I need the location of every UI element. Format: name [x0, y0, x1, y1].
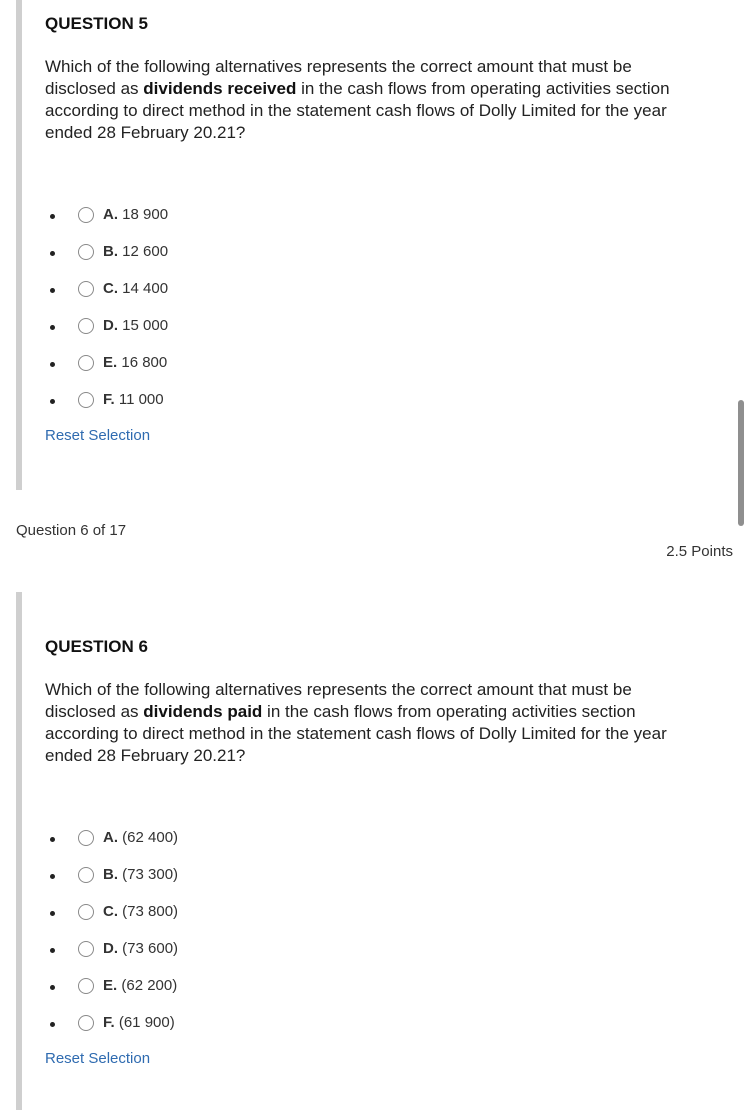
scrollbar-thumb[interactable] — [738, 400, 744, 526]
option-b[interactable] — [16, 865, 316, 887]
radio-button[interactable] — [78, 281, 94, 297]
option-a[interactable] — [16, 828, 316, 850]
option-d[interactable] — [16, 939, 316, 961]
question-5-title: QUESTION 5 — [45, 14, 148, 33]
option-label: F. (61 900) — [103, 1014, 175, 1031]
radio-button[interactable] — [78, 830, 94, 846]
option-label: F. 11 000 — [103, 391, 164, 408]
option-label: C. (73 800) — [103, 903, 179, 920]
bullet — [50, 325, 55, 330]
bullet — [50, 874, 55, 879]
question-5-block — [16, 0, 750, 490]
option-label: A. (62 400) — [103, 829, 179, 846]
bullet — [50, 362, 55, 367]
question-points: 2.5 Points — [666, 543, 733, 560]
option-label: D. (73 600) — [103, 940, 179, 957]
radio-button[interactable] — [78, 867, 94, 883]
option-label: E. 16 800 — [103, 354, 168, 371]
option-label: C. 14 400 — [103, 280, 169, 297]
option-label: A. 18 900 — [103, 206, 169, 223]
radio-button[interactable] — [78, 318, 94, 334]
option-b[interactable] — [16, 242, 316, 264]
reset-selection-link[interactable]: Reset Selection — [45, 427, 151, 444]
option-f[interactable] — [16, 1013, 316, 1035]
bullet — [50, 985, 55, 990]
radio-button[interactable] — [78, 355, 94, 371]
option-f[interactable] — [16, 390, 316, 412]
option-label: B. (73 300) — [103, 866, 179, 883]
option-c[interactable] — [16, 902, 316, 924]
question-6-block — [16, 592, 750, 1110]
radio-button[interactable] — [78, 392, 94, 408]
radio-button[interactable] — [78, 978, 94, 994]
bullet — [50, 399, 55, 404]
bullet — [50, 911, 55, 916]
question-counter: Question 6 of 17 — [16, 522, 127, 539]
question-5-text: Which of the following alternatives represents the correct amount that must be disclosed as dividends received in the cash flows from operating activities section according to direct method in the statement cash flows of Dolly Limited for the year ended 28 February 20.21? — [45, 57, 670, 142]
radio-button[interactable] — [78, 244, 94, 260]
bullet — [50, 251, 55, 256]
radio-button[interactable] — [78, 904, 94, 920]
bullet — [50, 1022, 55, 1027]
option-e[interactable] — [16, 353, 316, 375]
bullet — [50, 214, 55, 219]
bullet — [50, 948, 55, 953]
question-6-title: QUESTION 6 — [45, 637, 148, 656]
option-a[interactable] — [16, 205, 316, 227]
reset-selection-link[interactable]: Reset Selection — [45, 1050, 151, 1067]
radio-button[interactable] — [78, 207, 94, 223]
radio-button[interactable] — [78, 1015, 94, 1031]
option-d[interactable] — [16, 316, 316, 338]
option-e[interactable] — [16, 976, 316, 998]
bullet — [50, 288, 55, 293]
option-c[interactable] — [16, 279, 316, 301]
option-label: E. (62 200) — [103, 977, 178, 994]
bullet — [50, 837, 55, 842]
option-label: B. 12 600 — [103, 243, 169, 260]
radio-button[interactable] — [78, 941, 94, 957]
option-label: D. 15 000 — [103, 317, 169, 334]
question-6-text: Which of the following alternatives represents the correct amount that must be disclosed as dividends paid in the cash flows from operating activities section according to direct method in the statement cash flows of Dolly Limited for the year ended 28 February 20.21? — [45, 680, 667, 765]
